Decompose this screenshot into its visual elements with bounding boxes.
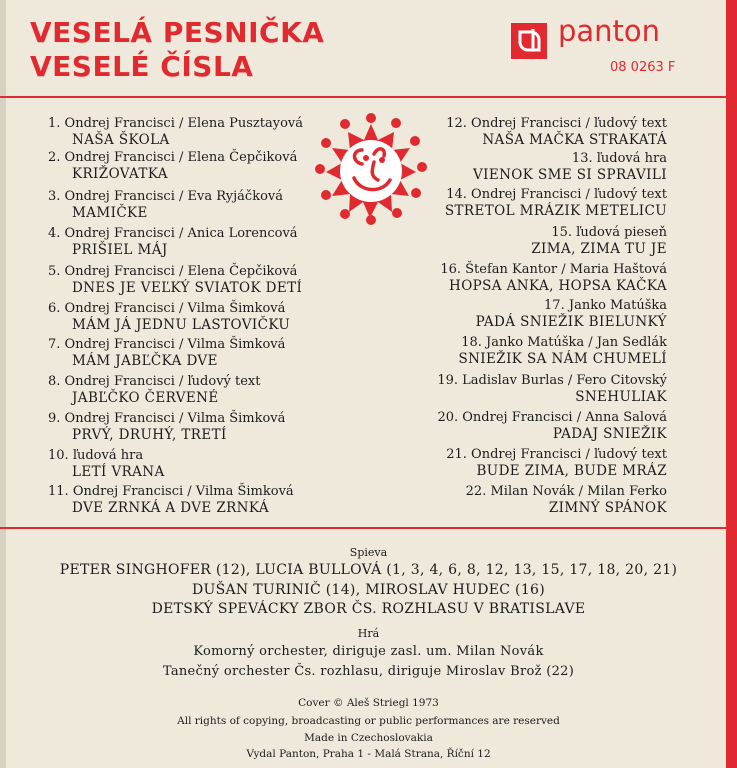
- track-item: 22. Milan Novák / Milan Ferko ZIMNÝ SPÁNOK: [465, 484, 667, 516]
- track-credit: ľudová pieseň: [576, 225, 667, 240]
- track-credit: Ondrej Francisci / ľudový text: [471, 187, 667, 202]
- cover-credit: Cover © Aleš Striegl 1973: [298, 697, 439, 709]
- track-item: 7. Ondrej Francisci / Vilma Šimková MÁM JABĽČKA DVE: [48, 337, 286, 369]
- origin-notice: Made in Czechoslovakia: [304, 732, 433, 744]
- track-item: 11. Ondrej Francisci / Vilma Šimková DVE ZRNKÁ A DVE ZRNKÁ: [48, 484, 294, 516]
- singers-line: DUŠAN TURINIČ (14), MIROSLAV HUDEC (16): [191, 582, 545, 598]
- track-title: PRVÝ, DRUHÝ, TRETÍ: [72, 427, 227, 443]
- top-divider: [0, 96, 726, 98]
- track-item: 3. Ondrej Francisci / Eva Ryjáčková MAMIČKE: [48, 189, 284, 221]
- track-title: STRETOL MRÁZIK METELICU: [444, 203, 667, 219]
- track-item: 1. Ondrej Francisci / Elena Pusztayová NAŠA ŠKOLA: [48, 116, 303, 148]
- track-item: 19. Ladislav Burlas / Fero Citovský SNEHULIAK: [437, 373, 667, 405]
- track-title: ZIMNÝ SPÁNOK: [548, 500, 667, 516]
- rights-notice: All rights of copying, broadcasting or public performances are reserved: [177, 715, 560, 727]
- track-credit: Ondrej Francisci / Anica Lorencová: [64, 226, 298, 241]
- choir-line: DETSKÝ SPEVÁCKY ZBOR ČS. ROZHLASU V BRATISLAVE: [151, 601, 586, 617]
- track-title: BUDE ZIMA, BUDE MRÁZ: [476, 463, 667, 479]
- track-item: 9. Ondrej Francisci / Vilma Šimková PRVÝ, DRUHÝ, TRETÍ: [48, 411, 286, 443]
- track-title: VIENOK SME SI SPRAVILI: [472, 167, 667, 183]
- track-credit: ľudová hra: [72, 448, 144, 463]
- album-title-line2: VESELÉ ČÍSLA: [30, 50, 254, 83]
- track-title: SNIEŽIK SA NÁM CHUMELÍ: [458, 351, 667, 367]
- brand-name: panton: [558, 14, 661, 48]
- track-title: KRIŽOVATKA: [72, 166, 168, 182]
- track-item: 13. ľudová hra VIENOK SME SI SPRAVILI: [472, 151, 667, 183]
- track-item: 15. ľudová pieseň ZIMA, ZIMA TU JE: [531, 225, 667, 257]
- middle-divider: [0, 527, 726, 529]
- track-title: PADAJ SNIEŽIK: [552, 426, 667, 442]
- track-item: 14. Ondrej Francisci / ľudový text STRETOL MRÁZIK METELICU: [444, 187, 667, 219]
- play-label: Hrá: [357, 627, 380, 640]
- orchestra-line: Tanečný orchester Čs. rozhlasu, diriguje Miroslav Brož (22): [162, 664, 575, 679]
- track-title: DNES JE VEĽKÝ SVIATOK DETÍ: [72, 280, 303, 296]
- track-credit: Ondrej Francisci / Eva Ryjáčková: [64, 189, 284, 204]
- track-credit: Štefan Kantor / Maria Haštová: [465, 262, 667, 277]
- track-credit: Ondrej Francisci / Vilma Šimková: [64, 337, 286, 352]
- track-item: 21. Ondrej Francisci / ľudový text BUDE ZIMA, BUDE MRÁZ: [446, 447, 667, 479]
- track-credit: Ondrej Francisci / Elena Čepčiková: [64, 150, 298, 165]
- track-title: MÁM JABĽČKA DVE: [72, 353, 218, 369]
- track-credit: Ondrej Francisci / Elena Pusztayová: [64, 116, 303, 131]
- track-credit: Ondrej Francisci / Vilma Šimková: [72, 484, 294, 499]
- track-credit: Ondrej Francisci / Vilma Šimková: [64, 301, 286, 316]
- catalog-number: 08 0263 F: [610, 60, 676, 75]
- track-credit: Milan Novák / Milan Ferko: [490, 484, 667, 499]
- track-item: 6. Ondrej Francisci / Vilma Šimková MÁM JÁ JEDNU LASTOVIČKU: [48, 301, 291, 333]
- track-item: 10. ľudová hra LETÍ VRANA: [48, 448, 165, 480]
- track-item: 20. Ondrej Francisci / Anna Salová PADAJ SNIEŽIK: [437, 410, 667, 442]
- track-item: 12. Ondrej Francisci / ľudový text NAŠA MAČKA STRAKATÁ: [446, 116, 667, 148]
- track-credit: Ondrej Francisci / ľudový text: [64, 374, 261, 389]
- track-credit: Janko Matúška: [568, 298, 667, 313]
- track-credit: Ladislav Burlas / Fero Citovský: [462, 373, 667, 388]
- album-title-line1: VESELÁ PESNIČKA: [30, 16, 325, 49]
- track-item: 16. Štefan Kantor / Maria Haštová HOPSA ANKA, HOPSA KAČKA: [440, 262, 667, 294]
- orchestra-line: Komorný orchester, diriguje zasl. um. Milan Novák: [193, 644, 544, 659]
- track-title: LETÍ VRANA: [72, 464, 165, 480]
- track-title: MAMIČKE: [72, 205, 148, 221]
- track-title: SNEHULIAK: [575, 389, 667, 405]
- panton-logo-icon: [511, 23, 547, 59]
- publisher-line: Vydal Panton, Praha 1 - Malá Strana, Říční 12: [246, 748, 491, 760]
- track-title: HOPSA ANKA, HOPSA KAČKA: [449, 278, 667, 294]
- track-credit: Ondrej Francisci / Elena Čepčiková: [64, 264, 298, 279]
- track-credit: Ondrej Francisci / Vilma Šimková: [64, 411, 286, 426]
- track-item: 8. Ondrej Francisci / ľudový text JABĽČKO ČERVENÉ: [48, 374, 261, 406]
- track-title: NAŠA MAČKA STRAKATÁ: [482, 132, 667, 148]
- track-title: ZIMA, ZIMA TU JE: [531, 241, 667, 257]
- track-title: NAŠA ŠKOLA: [72, 132, 170, 148]
- track-credit: Ondrej Francisci / Anna Salová: [462, 410, 667, 425]
- track-title: DVE ZRNKÁ A DVE ZRNKÁ: [72, 500, 269, 516]
- cartoon-sun-icon: [312, 110, 430, 228]
- sing-label: Spieva: [349, 546, 388, 559]
- track-title: MÁM JÁ JEDNU LASTOVIČKU: [72, 317, 291, 333]
- singers-line: PETER SINGHOFER (12), LUCIA BULLOVÁ (1, 3, 4, 6, 8, 12, 13, 15, 17, 18, 20, 21): [59, 562, 678, 578]
- track-title: PADÁ SNIEŽIK BIELUNKÝ: [475, 314, 667, 330]
- track-item: 18. Janko Matúška / Jan Sedlák SNIEŽIK SA NÁM CHUMELÍ: [458, 335, 667, 367]
- track-item: 17. Janko Matúška PADÁ SNIEŽIK BIELUNKÝ: [475, 298, 667, 330]
- track-title: JABĽČKO ČERVENÉ: [72, 390, 219, 406]
- track-item: 2. Ondrej Francisci / Elena Čepčiková KRIŽOVATKA: [48, 150, 298, 182]
- track-credit: Ondrej Francisci / ľudový text: [471, 447, 667, 462]
- track-credit: ľudová hra: [596, 151, 667, 166]
- track-item: 5. Ondrej Francisci / Elena Čepčiková DNES JE VEĽKÝ SVIATOK DETÍ: [48, 264, 303, 296]
- track-credit: Ondrej Francisci / ľudový text: [471, 116, 667, 131]
- track-title: PRIŠIEL MÁJ: [72, 242, 168, 258]
- track-item: 4. Ondrej Francisci / Anica Lorencová PRIŠIEL MÁJ: [48, 226, 298, 258]
- track-credit: Janko Matúška / Jan Sedlák: [486, 335, 667, 350]
